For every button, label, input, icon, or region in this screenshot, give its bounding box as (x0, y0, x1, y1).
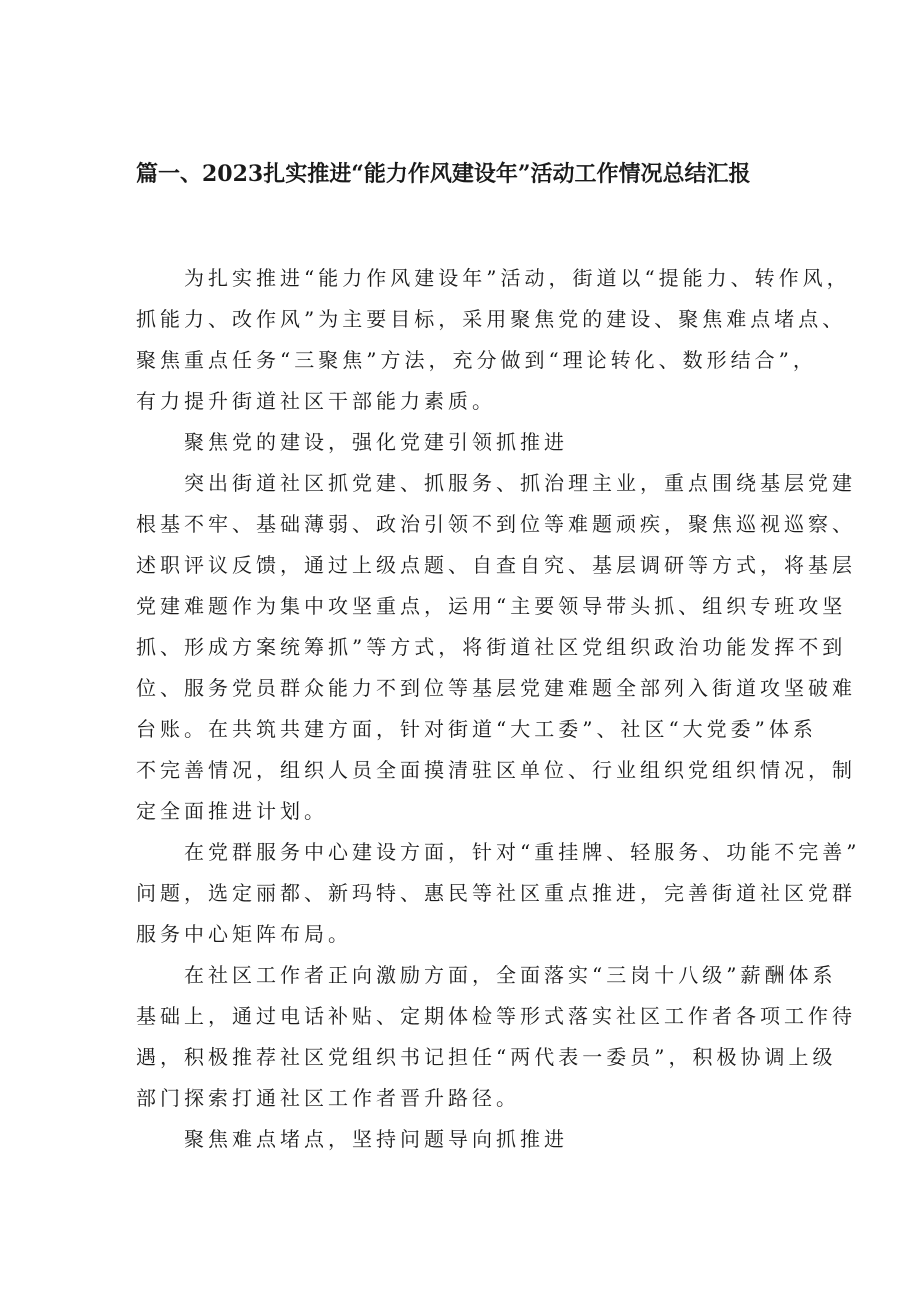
paragraph-line: 为扎实推进“能力作风建设年”活动，街道以“提能力、转作风， (184, 266, 851, 290)
paragraph-line: 根基不牢、基础薄弱、政治引领不到位等难题顽疾，聚焦巡视巡察、 (136, 512, 856, 536)
paragraph-line: 部门探索打通社区工作者晋升路径。 (136, 1086, 520, 1110)
section-heading-line: 聚焦难点堵点，坚持问题导向抓推进 (184, 1127, 568, 1151)
paragraph-line: 有力提升街道社区干部能力素质。 (136, 389, 496, 413)
document-body (136, 258, 861, 1160)
paragraph-service-center (136, 832, 861, 955)
paragraph-line: 不完善情况，组织人员全面摸清驻区单位、行业组织党组织情况，制 (136, 758, 856, 782)
document-title: 篇一、2023扎实推进“能力作风建设年”活动工作情况总结汇报 (136, 161, 751, 187)
paragraph-line: 聚焦重点任务“三聚焦”方法，充分做到“理论转化、数形结合”， (136, 348, 817, 372)
paragraph-line: 突出街道社区抓党建、抓服务、抓治理主业，重点围绕基层党建 (184, 471, 856, 495)
section-heading-line: 聚焦党的建设，强化党建引领抓推进 (184, 430, 568, 454)
paragraph-line: 位、服务党员群众能力不到位等基层党建难题全部列入街道攻坚破难 (136, 676, 856, 700)
section-heading (136, 1119, 796, 1160)
paragraph-party-building (136, 463, 856, 832)
paragraph-intro (136, 258, 851, 422)
section-heading (136, 422, 796, 463)
paragraph-line: 党建难题作为集中攻坚重点，运用“主要领导带头抓、组织专班攻坚 (136, 594, 847, 618)
paragraph-line: 定全面推进计划。 (136, 799, 328, 823)
paragraph-line: 服务中心矩阵布局。 (136, 922, 352, 946)
paragraph-line: 遇，积极推荐社区党组织书记担任“两代表一委员”，积极协调上级 (136, 1045, 837, 1069)
paragraph-line: 在社区工作者正向激励方面，全面落实“三岗十八级”薪酬体系 (184, 963, 837, 987)
paragraph-incentives (136, 955, 856, 1119)
paragraph-line: 抓能力、改作风”为主要目标，采用聚焦党的建设、聚焦难点堵点、 (136, 307, 847, 331)
paragraph-line: 在党群服务中心建设方面，针对“重挂牌、轻服务、功能不完善” (184, 840, 861, 864)
paragraph-line: 抓、形成方案统筹抓”等方式，将街道社区党组织政治功能发挥不到 (136, 635, 847, 659)
paragraph-line: 台账。在共筑共建方面，针对街道“大工委”、社区“大党委”体系 (136, 717, 817, 741)
paragraph-line: 述职评议反馈，通过上级点题、自查自究、基层调研等方式，将基层 (136, 553, 856, 577)
paragraph-line: 问题，选定丽都、新玛特、惠民等社区重点推进，完善街道社区党群 (136, 881, 856, 905)
paragraph-line: 基础上，通过电话补贴、定期体检等形式落实社区工作者各项工作待 (136, 1004, 856, 1028)
